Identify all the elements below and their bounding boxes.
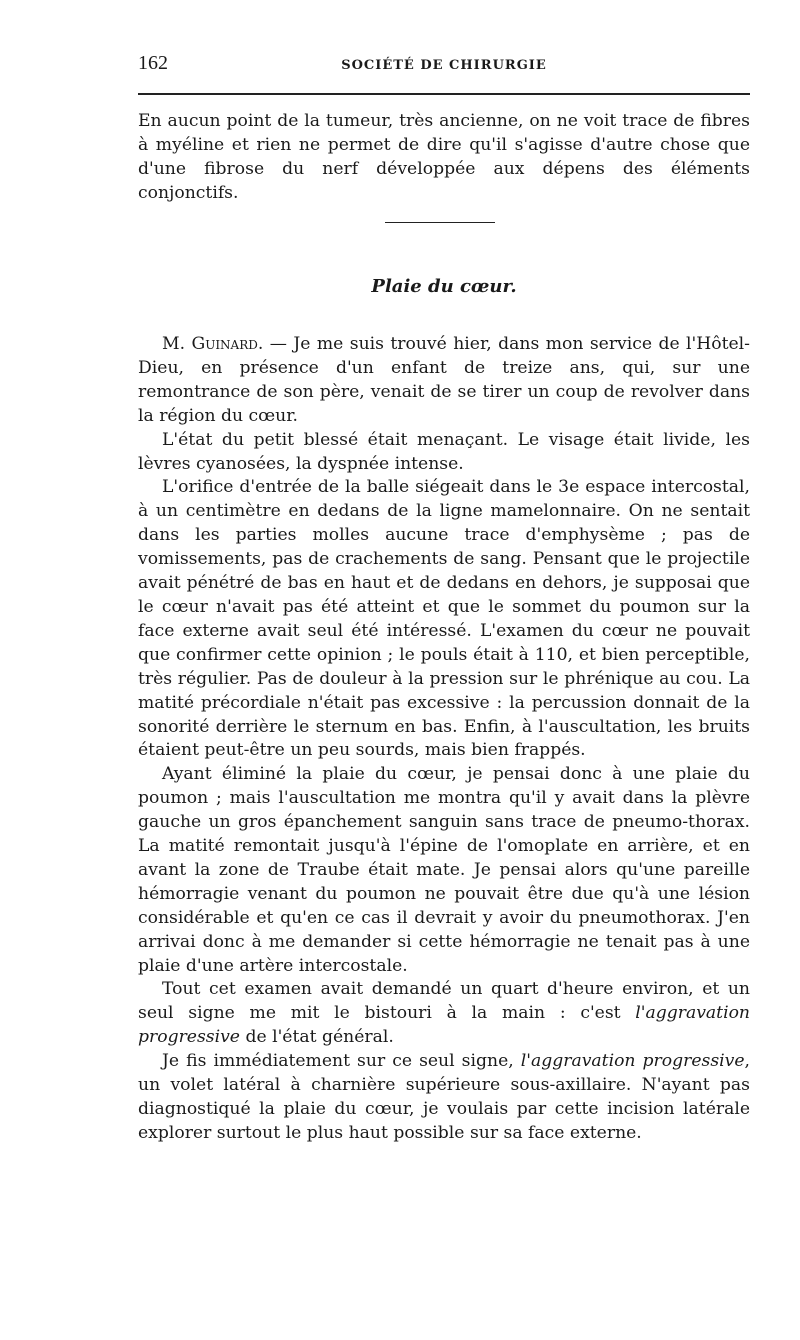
paragraph-5-text-a: Tout cet examen avait demandé un quart d'heure environ, et un seul signe me mit le bistouri à la main : c'est [138, 979, 750, 1024]
header-rule [138, 93, 750, 95]
paragraph-1 [138, 333, 750, 429]
running-head: SOCIÉTÉ DE CHIRURGIE [341, 58, 547, 73]
page-header [138, 52, 750, 82]
section-body [138, 333, 750, 1146]
paragraph-5-emphasis: l'aggravation progressive [138, 1003, 750, 1048]
intro-paragraph: En aucun point de la tumeur, très ancienne, on ne voit trace de fibres à myéline et rien ne permet de dire qu'il s'agisse d'autre chose que d'une fibrose du nerf développée aux dépens des éléments conjonctifs. [138, 111, 750, 203]
paragraph-6-text-b: , un volet latéral à charnière supérieure sous-axillaire. N'ayant pas diagnostiqué la plaie du cœur, je voulais par cette incision latérale explorer surtout le plus haut possible sur sa face externe. [138, 1051, 750, 1143]
page-number: 162 [138, 52, 168, 74]
paragraph-6 [138, 1050, 750, 1146]
paragraph-4: Ayant éliminé la plaie du cœur, je pensai donc à une plaie du poumon ; mais l'auscultation me montra qu'il y avait dans la plèvre gauche un gros épanchement sanguin sans trace de pneumo-thorax. La matité remontait jusqu'à l'épine de l'omoplate en arrière, et en avant la zone de Traube était mate. Je pensai alors qu'une pareille hémorragie venant du poumon ne pouvait être due qu'à une lésion considérable et qu'en ce cas il devrait y avoir du pneumothorax. J'en arrivai donc à me demander si cette hémorragie ne tenait pas à une plaie d'une artère intercostale. [138, 764, 750, 976]
paragraph-3: L'orifice d'entrée de la balle siégeait dans le 3e espace intercostal, à un centimètre en dedans de la ligne mamelonnaire. On ne sentait dans les parties molles aucune trace d'emphysème ; pas de vomissements, pas de crachements de sang. Pensant que le projectile avait pénétré de bas en haut et de dedans en dehors, je supposai que le cœur n'avait pas été atteint et que le sommet du poumon sur la face externe avait seul été intéressé. L'examen du cœur ne pouvait que confirmer cette opinion ; le pouls était à 110, et bien perceptible, très régulier. Pas de douleur à la pression sur le phrénique au cou. La matité précordiale n'était pas excessive : la percussion donnait de la sonorité derrière le sternum en bas. Enfin, à l'auscultation, les bruits étaient peut-être un peu sourds, mais bien frappés. [138, 477, 750, 761]
speaker-name: M. Guinard. [162, 334, 264, 354]
paragraph-1-text: — Je me suis trouvé hier, dans mon service de l'Hôtel-Dieu, en présence d'un enfant de treize ans, qui, sur une remontrance de son père, venait de se tirer un coup de revolver dans la région du cœur. [138, 334, 750, 426]
paragraph-6-text-a: Je fis immédiatement sur ce seul signe, [162, 1051, 521, 1072]
paragraph-2: L'état du petit blessé était menaçant. Le visage était livide, les lèvres cyanosées, la dyspnée intense. [138, 429, 750, 474]
paragraph-5-text-b: de l'état général. [239, 1027, 394, 1048]
paragraph-5 [138, 978, 750, 1050]
paragraph-6-emphasis: l'aggravation progressive [520, 1051, 745, 1072]
section-title: Plaie du cœur. [371, 276, 517, 297]
section-separator [385, 222, 495, 223]
